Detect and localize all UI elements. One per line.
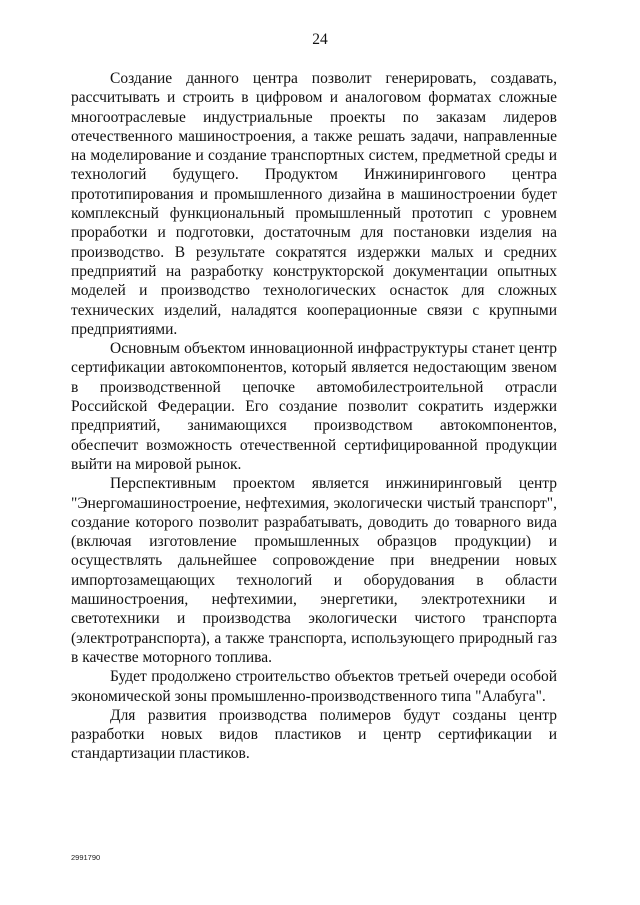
document-id: 2991790 [71, 853, 101, 862]
page-number: 24 [312, 31, 328, 48]
paragraph-engineering-center: Создание данного центра позволит генерировать, создавать, рассчитывать и строить в цифровом и аналоговом форматах сложные многоотраслевые индустриальные проекты по заказам лидеров отечественного машиностроения, а также решать задачи, направленные на моделирование и создание транспортных систем, предметной среды и технологий будущего. Продуктом Инжинирингового центра прототипирования и промышленного дизайна в машиностроении будет комплексный функциональный промышленный прототип с уровнем проработки и подготовки, достаточным для постановки изделия на производство. В результате сократятся издержки малых и средних предприятий на разработку конструкторской документации опытных моделей и производство технологических оснасток для сложных технических изделий, наладятся кооперационные связи с крупными предприятиями. [71, 70, 557, 338]
document-body [71, 69, 557, 764]
paragraph-alabuga-zone: Будет продолжено строительство объектов третьей очереди особой экономической зоны промышленно-производственного типа "Алабуга". [71, 668, 557, 705]
paragraph-polymers: Для развития производства полимеров будут созданы центр разработки новых видов пластиков и центр сертификации и стандартизации пластиков. [71, 706, 557, 763]
paragraph-energy-engineering-center: Перспективным проектом является инжиниринговый центр "Энергомашиностроение, нефтехимия, экологически чистый транспорт", создание которого позволит разрабатывать, доводить до товарного вида (включая изготовление промышленных образцов продукции) и осуществлять дальнейшее сопровождение при внедрении новых импортозамещающих технологий и оборудования в области машиностроения, нефтехимии, энергетики, электротехники и светотехники и производства экологически чистого транспорта (электротранспорта), а также транспорта, использующего природный газ в качестве моторного топлива. [71, 475, 557, 666]
paragraph-certification-center: Основным объектом инновационной инфраструктуры станет центр сертификации автокомпонентов, который является недостающим звеном в производственной цепочке автомобилестроительной отрасли Российской Федерации. Его создание позволит сократить издержки предприятий, занимающихся производством автокомпонентов, обеспечит возможность отечественной сертифицированной продукции выйти на мировой рынок. [71, 340, 557, 473]
